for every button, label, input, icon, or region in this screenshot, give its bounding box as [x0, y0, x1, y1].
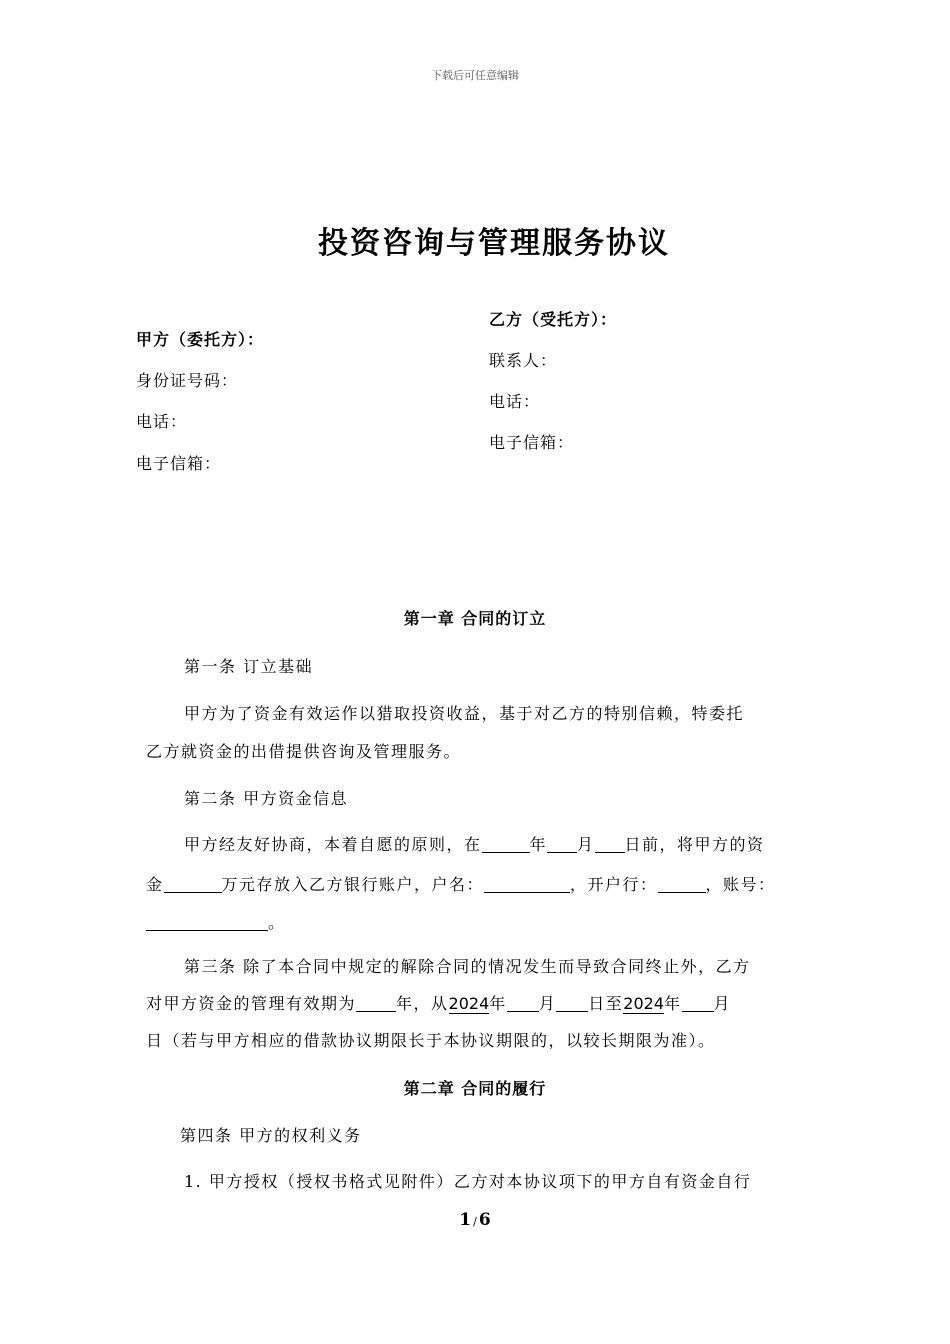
party-a-id-label: 身份证号码： — [136, 371, 239, 390]
amount-blank — [164, 876, 222, 893]
article-4-heading: 第四条 甲方的权利义务 — [180, 1126, 362, 1145]
bank-blank — [658, 876, 706, 893]
document-title: 投资咨询与管理服务协议 — [318, 226, 670, 261]
party-b-heading: 乙方（受托方）： — [489, 310, 618, 329]
party-a-heading: 甲方（委托方）： — [136, 330, 265, 349]
text-segment: 日至 — [588, 994, 624, 1013]
text-segment: 年 — [664, 994, 682, 1013]
article-4-item-1: 1. 甲方授权（授权书格式见附件）乙方对本协议项下的甲方自有资金自行 — [184, 1172, 752, 1191]
article-2-heading: 第二条 甲方资金信息 — [184, 789, 349, 808]
text-segment: 万元存放入乙方银行账户，户名： — [221, 875, 485, 894]
chapter-1-heading: 第一章 合同的订立 — [403, 609, 547, 628]
end-year: 2024 — [623, 994, 665, 1013]
chapter-2-heading: 第二章 合同的履行 — [403, 1079, 547, 1098]
text-segment: 年 — [529, 835, 548, 854]
text-segment: 月 — [713, 994, 732, 1013]
party-b-phone-label: 电话： — [489, 392, 541, 411]
page-number — [0, 1210, 950, 1230]
start-year: 2024 — [448, 994, 490, 1013]
text-segment: 月 — [538, 994, 557, 1013]
text-segment: 月 — [577, 835, 595, 854]
text-segment: ，账号： — [705, 875, 776, 894]
text-segment: 。 — [268, 913, 286, 932]
account-number-blank — [146, 914, 268, 931]
page-separator: / — [473, 1215, 477, 1228]
term-years-blank — [356, 995, 396, 1012]
text-segment: 日前，将甲方的资 — [624, 835, 765, 854]
article-1-line-1: 甲方为了资金有效运作以猎取投资收益，基于对乙方的特别信赖，特委托 — [184, 704, 745, 723]
start-month-blank — [507, 995, 539, 1012]
article-3-line-2 — [146, 991, 731, 1014]
text-segment: 金 — [146, 875, 164, 894]
year-blank — [482, 836, 530, 853]
article-1-line-2: 乙方就资金的出借提供咨询及管理服务。 — [146, 742, 462, 761]
text-segment: 年，从 — [396, 994, 449, 1013]
text-segment: 甲方经友好协商，本着自愿的原则，在 — [184, 835, 482, 854]
page-current: 1 — [459, 1210, 472, 1230]
party-a-email-label: 电子信箱： — [136, 454, 222, 473]
account-name-blank — [484, 876, 570, 893]
month-blank — [547, 836, 577, 853]
article-2-line-2 — [146, 872, 776, 895]
header-note: 下载后可任意编辑 — [431, 69, 519, 82]
text-segment: 对甲方资金的管理有效期为 — [146, 994, 357, 1013]
page-total: 6 — [478, 1210, 491, 1230]
text-segment: ，开户行： — [570, 875, 658, 894]
party-b-email-label: 电子信箱： — [489, 433, 575, 452]
start-day-blank — [556, 995, 588, 1012]
party-a-phone-label: 电话： — [136, 412, 188, 431]
article-2-line-1 — [184, 832, 765, 855]
article-3-line-1: 第三条 除了本合同中规定的解除合同的情况发生而导致合同终止外，乙方 — [184, 957, 751, 976]
article-3-line-3: 日（若与甲方相应的借款协议期限长于本协议期限的，以较长期限为准）。 — [146, 1031, 716, 1050]
article-2-line-3 — [146, 910, 286, 933]
end-month-blank — [682, 995, 714, 1012]
text-segment: 年 — [489, 994, 507, 1013]
article-1-heading: 第一条 订立基础 — [184, 657, 314, 676]
party-b-contact-label: 联系人： — [489, 351, 558, 370]
day-blank — [595, 836, 625, 853]
